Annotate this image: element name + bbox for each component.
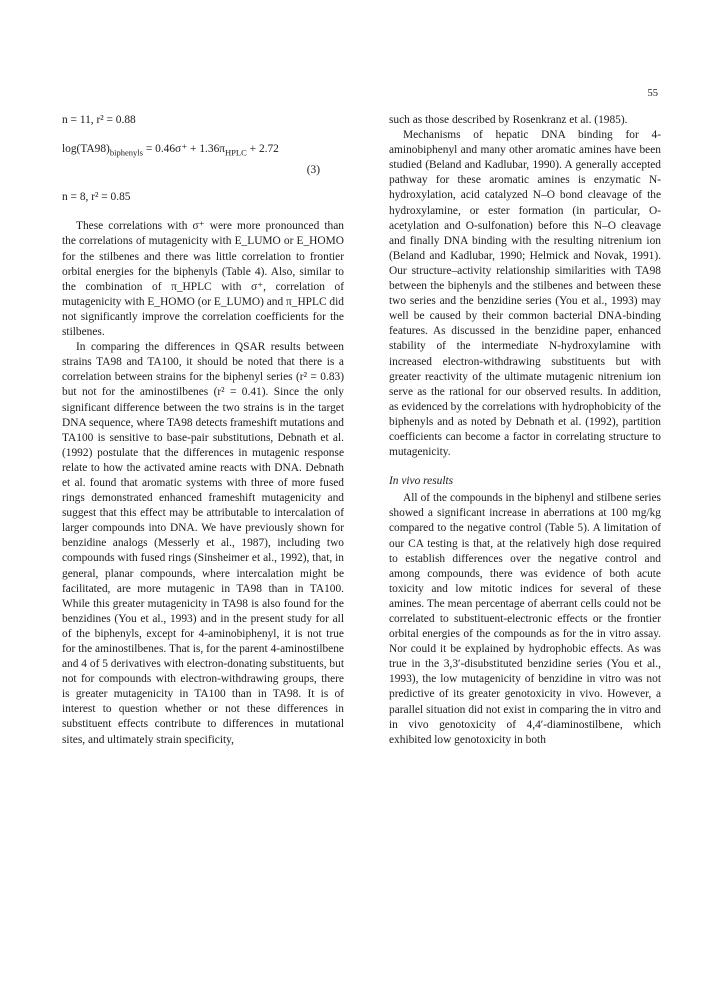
equation-lhs: log(TA98) <box>62 143 110 156</box>
equation-3 <box>62 142 344 157</box>
section-heading-in-vivo: In vivo results <box>389 475 454 488</box>
page-number: 55 <box>647 88 658 99</box>
equation-lhs-subscript: biphenyls <box>109 147 143 158</box>
paragraph-correlations: These correlations with σ⁺ were more pronounced than the correlations of mutagenicity with E_LUMO or E_HOMO for the stilbenes and there was little correlation to frontier orbital energies for the biphenyls (Table 4). Also, similar to the combination of π_HPLC with σ⁺, correlation of mutagenicity with E_HOMO (or E_LUMO) and π_HPLC did not significantly improve the correlation coefficients for the stilbenes. <box>62 220 344 339</box>
right-column <box>389 113 661 748</box>
equation-constant: + 2.72 <box>246 143 279 156</box>
equation-statistics-2: n = 8, r² = 0.85 <box>62 191 131 204</box>
equation-rhs-subscript: HPLC <box>225 147 247 158</box>
left-column <box>62 113 344 748</box>
paragraph-qsar-comparison: In comparing the differences in QSAR results between strains TA98 and TA100, it should be noted that there is a correlation between strains for the biphenyl series (r² = 0.83) but not for the aminostilbenes (r² = 0.41). Since the only significant difference between the two strains is in the target DNA sequence, where TA98 detects frameshift mutations and TA100 is sensitive to base-pair substitutions, Debnath et al. (1992) postulate that the differences in mutagenic response relate to how the activated amine reacts with DNA. Debnath et al. found that aromatic systems with three of more fused rings demonstrated enhanced frameshift mutagenicity and suggest that this effect may be attributable to intercalation of larger compounds into DNA. We have previously shown for benzidine analogs (Messerly et al., 1987), including two compounds with fused rings (Sinsheimer et al., 1992), that, in general, planar compounds, where intercalation might be facilitated, are more mutagenic in TA98 than in TA100. While this greater mutagenicity in TA98 is also found for the benzidines (You et al., 1993) and in the present study for all of the biphenyls, except for 4-aminobiphenyl, it is not true for the aminostilbenes. That is, for the parent 4-aminostilbene and 4 of 5 derivatives with electron-donating substituents, but not for compounds with electron-withdrawing groups, there is greater mutagenicity in TA100 than in TA98. It is of interest to question whether or not these differences in substituent effects contribute to differences in mutational sites, and ultimately strain specificity, <box>62 341 344 746</box>
paragraph-in-vivo: All of the compounds in the biphenyl and stilbene series showed a significant increase in aberrations at 100 mg/kg compared to the negative control (Table 5). A limitation of our CA testing is that, at the relatively high dose required to establish differences over the negative control and among compounds, there was evidence of both acute toxicity and low mitotic indices for several of these amines. The mean percentage of aberrant cells could not be correlated to substituent-electronic effects or the frontier orbital energies of the compounds as for the in vitro assay. Nor could it be explained by hydrophobic effects. As was true in the 3,3′-disubstituted benzidine series (You et al., 1993), the low mutagenicity of benzidine in vitro was not predictive of its greater genotoxicity in vivo. However, a parallel situation did not exist in comparing the in vitro and in vivo genotoxicity of 4,4′-diaminostilbene, which exhibited low genotoxicity in both <box>389 492 661 746</box>
paragraph-continuation: such as those described by Rosenkranz et al. (1985). <box>389 114 628 126</box>
equation-statistics-1: n = 11, r² = 0.88 <box>62 114 136 126</box>
paragraph-mechanisms: Mechanisms of hepatic DNA binding for 4-aminobiphenyl and many other aromatic amines have been studied (Beland and Kadlubar, 1990). A generally accepted pathway for these aromatic amines is enzymatic N-hydroxylation, acid catalyzed N–O bond cleavage of the hydroxylamine, or ester formation (in particular, O-acetylation and O-sulfonation) before this N–O cleavage and finally DNA binding with the resulting nitrenium ion (Beland and Kadlubar, 1990; Helmick and Novak, 1991). Our structure–activity relationship similarities with TA98 between the biphenyls and the stilbenes and between these two series and the benzidine series (You et al., 1993) may well be caused by their common bacterial DNA-binding features. As discussed in the benzidine paper, enhanced stability of the intermediate N-hydroxylamine with increased electron-withdrawing substituents but with greater reactivity of the ultimate mutagenic nitrenium ion serve as the rational for our observed results. In addition, as evidenced by the correlations with hydrophobicity of the biphenyls and as noted by Debnath et al. (1992), partition coefficients can become a factor in correlating structure to mutagenicity. <box>389 129 661 459</box>
equation-rhs: = 0.46σ⁺ + 1.36π <box>143 143 226 156</box>
equation-number: (3) <box>306 164 320 177</box>
